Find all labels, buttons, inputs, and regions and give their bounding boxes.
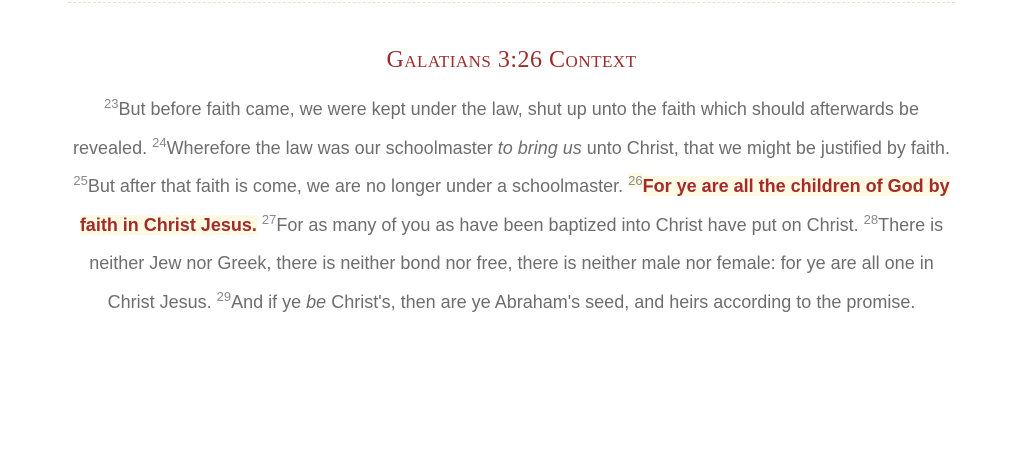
verse-number: 27 bbox=[261, 211, 277, 227]
verse-text: be bbox=[306, 291, 327, 312]
verse-number: 25 bbox=[73, 173, 88, 189]
passage-text bbox=[68, 90, 955, 322]
verse-text: Christ's, then are ye Abraham's seed, and heirs according to the promise. bbox=[326, 291, 916, 312]
verse-text: But before faith came, we were kept under the law, shut up unto the faith which should afterwards be revealed. bbox=[73, 99, 919, 158]
verse-text: Wherefore the law was our schoolmaster bbox=[166, 137, 498, 158]
verse-text: For as many of you as have been baptized into Christ have put on Christ. bbox=[276, 214, 864, 235]
highlighted-verse: For ye are all the children of God by faith in Christ Jesus. bbox=[79, 176, 950, 235]
context-section bbox=[68, 0, 955, 322]
verse-text: And if ye bbox=[231, 291, 307, 312]
verse-number: 23 bbox=[104, 96, 119, 111]
page-title: Galatians 3:26 Context bbox=[386, 47, 637, 73]
verse-text: unto Christ, that we might be justified by faith. bbox=[581, 137, 950, 158]
verse-text: to bring us bbox=[497, 137, 582, 158]
verse-number: 29 bbox=[216, 288, 232, 304]
top-divider bbox=[68, 2, 955, 3]
verse-number: 28 bbox=[863, 211, 879, 227]
verse-text: But after that faith is come, we are no longer under a schoolmaster. bbox=[87, 176, 629, 197]
verse-number: 24 bbox=[152, 134, 167, 150]
verse-number: 26 bbox=[628, 173, 643, 189]
verse-text: There is neither Jew nor Greek, there is neither bond nor free, there is neither male nor female: for ye are all one in Christ Jesus. bbox=[89, 214, 944, 312]
